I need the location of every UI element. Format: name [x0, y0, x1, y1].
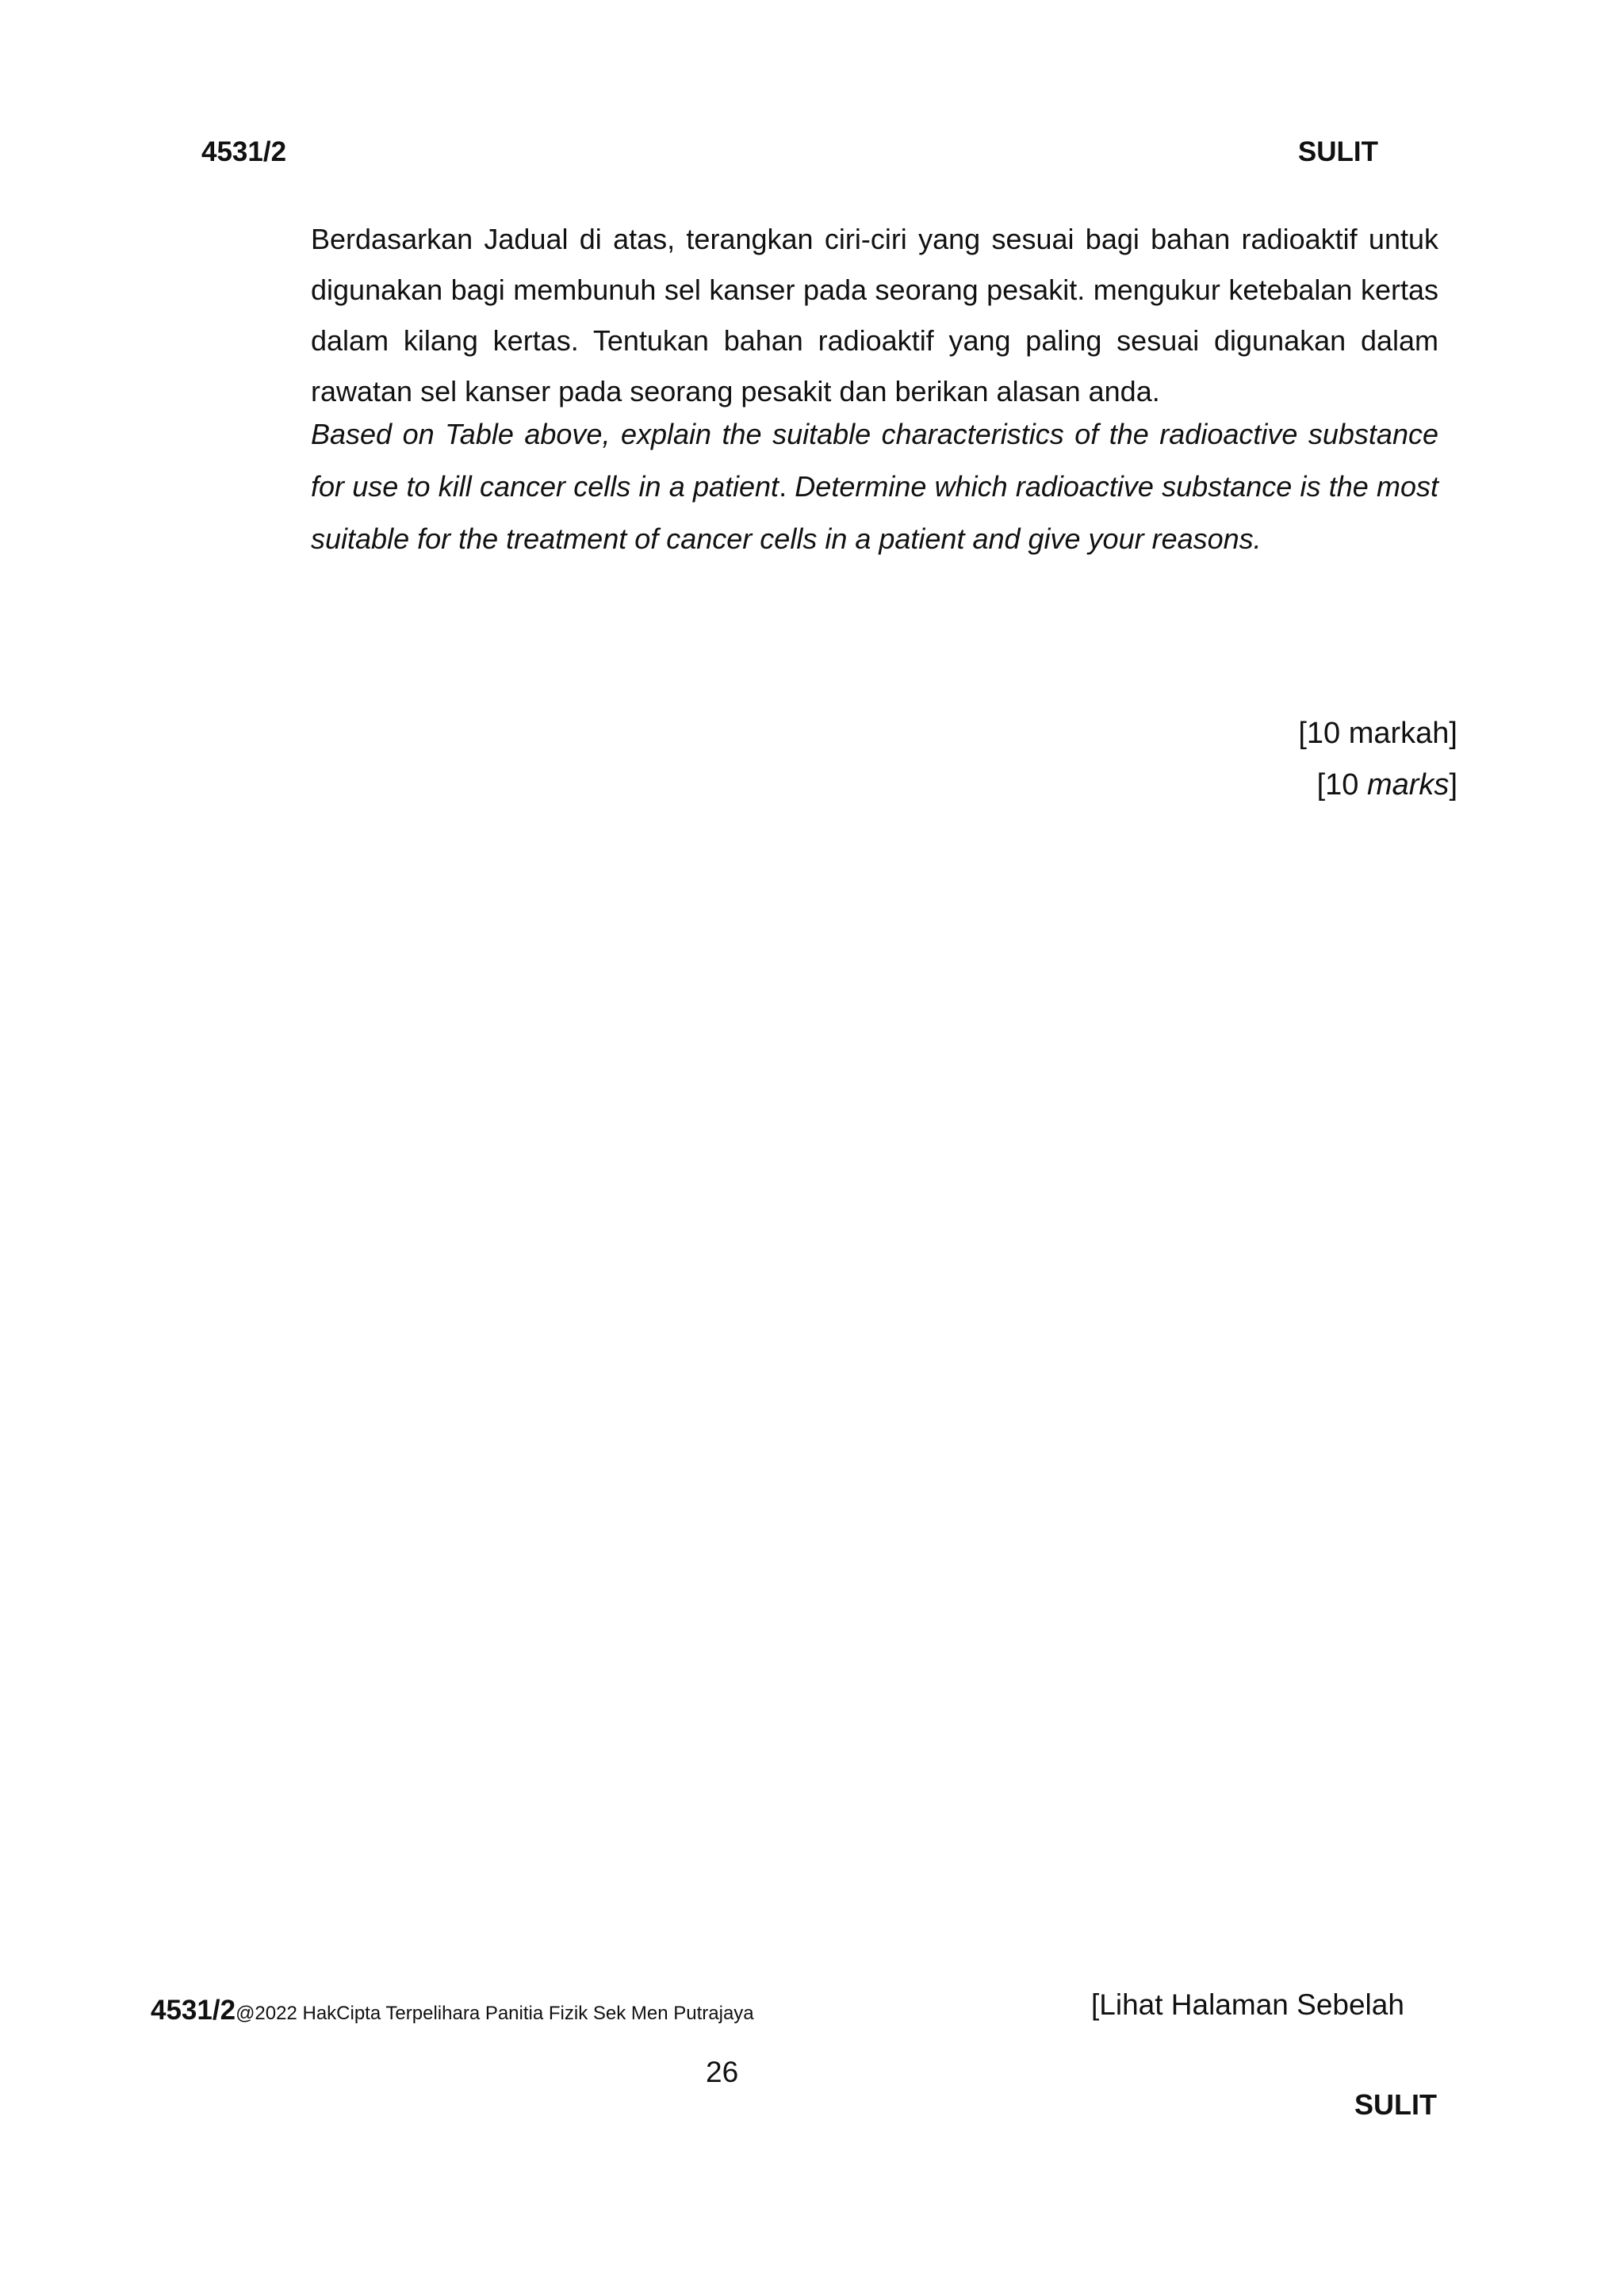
marks-english-word: marks	[1366, 768, 1450, 802]
footer-paper-code: 4531/2	[151, 1995, 236, 2026]
marks-english	[1317, 767, 1457, 803]
question-text-malay: Berdasarkan Jadual di atas, terangkan ciri-ciri yang sesuai bagi bahan radioaktif untuk digunakan bagi membunuh sel kanser pada seorang pesakit. mengukur ketebalan kertas dalam kilang kertas. Tentukan bahan radioaktif yang paling sesuai digunakan dalam rawatan sel kanser pada seorang pesakit dan berikan alasan anda.	[311, 223, 1438, 408]
footer-copyright: @2022 HakCipta Terpelihara Panitia Fizik Sek Men Putrajaya	[236, 2003, 754, 2024]
page-number: 26	[706, 2056, 739, 2088]
question-text-english-part1: Based on Table above, explain the suitable characteristics of the radioactive substance for use to kill cancer cells in a patient	[311, 418, 1438, 503]
classification-footer: SULIT	[1354, 2088, 1437, 2121]
footer-copyright-line	[151, 1995, 754, 2026]
classification-header: SULIT	[1297, 136, 1378, 167]
question-text-english-part2: Determine which radioactive substance is the most suitable for the treatment of cancer cells in a patient and give your reasons.	[311, 470, 1438, 555]
marks-malay: [10 markah]	[1298, 717, 1457, 750]
marks-english-open: [10	[1316, 768, 1367, 802]
next-page-note: [Lihat Halaman Sebelah	[1091, 1988, 1404, 2021]
question-text-english-period: .	[779, 470, 795, 503]
question-text-english	[311, 408, 1438, 565]
paper-code-header: 4531/2	[201, 136, 287, 167]
marks-english-close: ]	[1449, 768, 1457, 802]
